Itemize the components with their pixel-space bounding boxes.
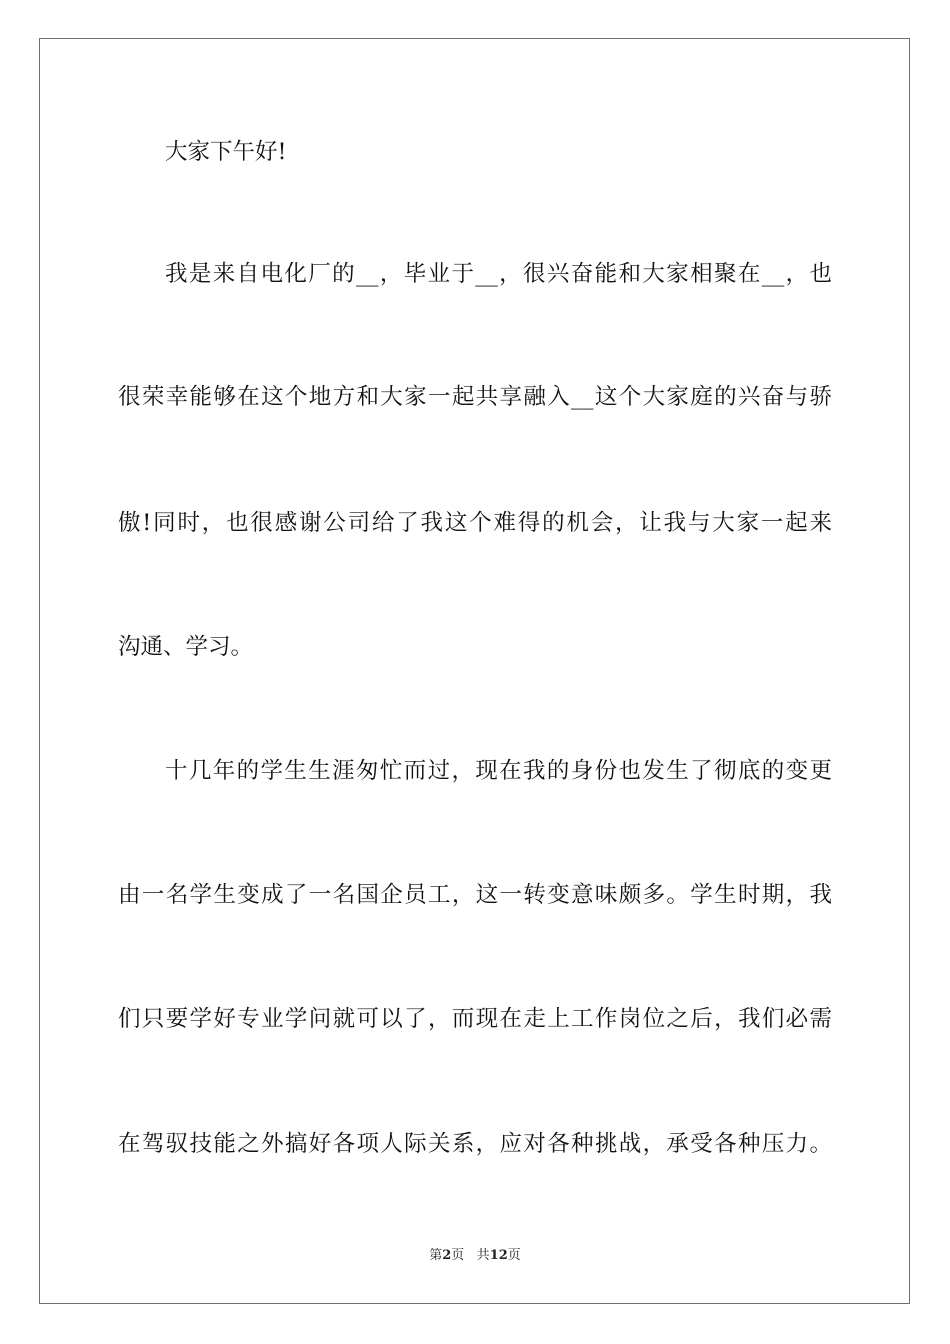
footer-total-suffix: 页 [507,1248,521,1263]
paragraph-1-line-4: 沟通、学习。 [118,634,254,660]
paragraph-2-line-1: 十几年的学生生涯匆忙而过，现在我的身份也发生了彻底的变更 [165,758,832,784]
footer-page-number: 2 [442,1248,452,1263]
footer-page-suffix: 页 [451,1248,465,1263]
paragraph-1-line-3: 傲!同时，也很感谢公司给了我这个难得的机会，让我与大家一起来 [118,510,832,536]
paragraph-1-line-2: 很荣幸能够在这个地方和大家一起共享融入__这个大家庭的兴奋与骄 [118,384,832,410]
page-footer [0,1247,950,1265]
footer-total-prefix: 共 [476,1248,490,1263]
paragraph-2-line-3: 们只要学好专业学问就可以了，而现在走上工作岗位之后，我们必需 [118,1006,832,1032]
footer-total-pages: 12 [489,1248,508,1263]
greeting-line: 大家下午好! [165,139,287,165]
footer-prefix: 第 [429,1248,443,1263]
paragraph-2-line-4: 在驾驭技能之外搞好各项人际关系，应对各种挑战，承受各种压力。 [118,1131,832,1157]
paragraph-1-line-1: 我是来自电化厂的__，毕业于__，很兴奋能和大家相聚在__，也 [165,261,832,287]
page-border [39,38,910,1304]
paragraph-2-line-2: 由一名学生变成了一名国企员工，这一转变意味颇多。学生时期，我 [118,882,832,908]
